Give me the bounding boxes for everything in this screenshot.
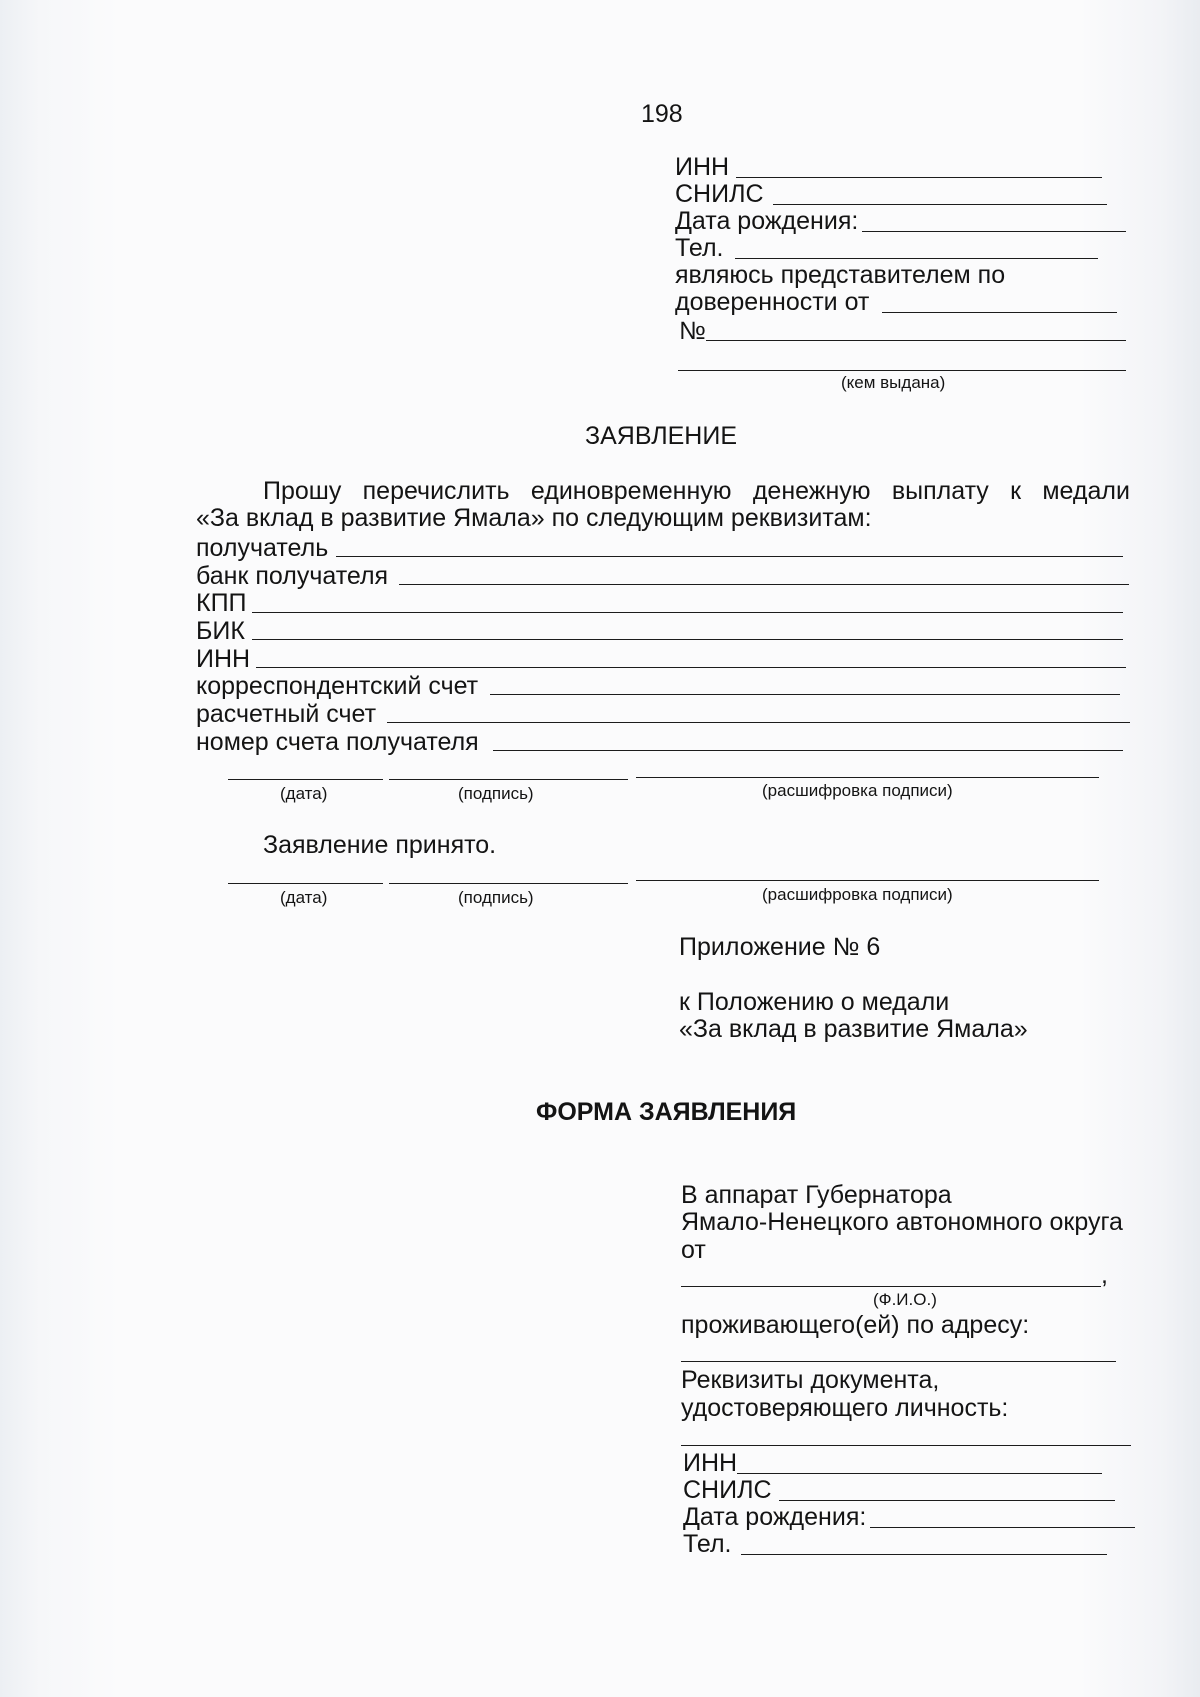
fio-caption: (Ф.И.О.) <box>873 1290 937 1309</box>
corr-account-label: корреспондентский счет <box>196 672 479 700</box>
representative-line-1: являюсь представителем по <box>675 261 1006 289</box>
form-birth-date-blank[interactable] <box>870 1527 1135 1528</box>
phone-label: Тел. <box>675 234 724 262</box>
recipient-account-blank[interactable] <box>493 750 1123 751</box>
date-caption: (дата) <box>280 784 328 803</box>
kpp-label: КПП <box>196 589 247 617</box>
recipient-label: получатель <box>196 534 329 562</box>
bik-label: БИК <box>196 617 245 645</box>
accepted-decoding-blank[interactable] <box>636 880 1099 881</box>
form-inn-label: ИНН <box>683 1449 738 1477</box>
accepted-decoding-caption: (расшифровка подписи) <box>762 885 953 904</box>
corr-account-blank[interactable] <box>490 694 1120 695</box>
residing-label: проживающего(ей) по адресу: <box>681 1311 1030 1339</box>
signature-decoding-blank[interactable] <box>636 777 1099 778</box>
recipient-account-label: номер счета получателя <box>196 728 479 756</box>
accepted-signature-blank[interactable] <box>389 883 628 884</box>
doc-details-line-1: Реквизиты документа, <box>681 1366 940 1394</box>
intro-word: выплату <box>891 477 989 505</box>
form-snils-blank[interactable] <box>779 1500 1115 1501</box>
fio-comma: , <box>1101 1261 1108 1289</box>
kpp-blank[interactable] <box>252 612 1123 613</box>
appendix-ref-line-1: к Положению о медали <box>679 988 950 1016</box>
settlement-account-blank[interactable] <box>387 722 1130 723</box>
form-snils-label: СНИЛС <box>683 1476 772 1504</box>
inn-field-label: ИНН <box>196 645 251 673</box>
accepted-date-blank[interactable] <box>228 883 383 884</box>
date-blank[interactable] <box>228 779 383 780</box>
snils-label: СНИЛС <box>675 180 764 208</box>
doc-details-blank[interactable] <box>681 1445 1131 1446</box>
accepted-date-caption: (дата) <box>280 888 328 907</box>
inn-field-blank[interactable] <box>256 667 1126 668</box>
doc-details-line-2: удостоверяющего личность: <box>681 1394 1009 1422</box>
signature-caption: (подпись) <box>458 784 534 803</box>
bik-blank[interactable] <box>252 639 1123 640</box>
application-intro-line-2: «За вклад в развитие Ямала» по следующим реквизитам: <box>196 504 872 532</box>
intro-word: единовременную <box>530 477 732 505</box>
addressee-line-1: В аппарат Губернатора <box>681 1181 952 1209</box>
appendix-title: Приложение № 6 <box>679 933 881 961</box>
page-number: 198 <box>641 100 683 128</box>
intro-word: медали <box>1042 477 1130 505</box>
form-birth-date-label: Дата рождения: <box>683 1503 867 1531</box>
application-title: ЗАЯВЛЕНИЕ <box>585 422 738 450</box>
form-title: ФОРМА ЗАЯВЛЕНИЯ <box>536 1098 797 1126</box>
fio-blank[interactable] <box>681 1286 1101 1287</box>
from-label: от <box>681 1236 706 1264</box>
issued-by-caption: (кем выдана) <box>841 373 946 392</box>
inn-blank[interactable] <box>736 177 1102 178</box>
issued-by-blank[interactable] <box>678 370 1126 371</box>
signature-blank[interactable] <box>389 779 628 780</box>
number-sign: № <box>679 317 706 345</box>
accepted-signature-caption: (подпись) <box>458 888 534 907</box>
proxy-date-blank[interactable] <box>882 312 1117 313</box>
intro-word: к <box>1010 477 1022 505</box>
birth-date-label: Дата рождения: <box>675 207 859 235</box>
recipient-bank-blank[interactable] <box>399 584 1129 585</box>
addressee-line-2: Ямало-Ненецкого автономного округа <box>681 1208 1123 1236</box>
phone-blank[interactable] <box>735 258 1098 259</box>
form-phone-label: Тел. <box>683 1530 732 1558</box>
snils-blank[interactable] <box>773 204 1107 205</box>
settlement-account-label: расчетный счет <box>196 700 377 728</box>
proxy-number-blank[interactable] <box>706 340 1126 341</box>
form-phone-blank[interactable] <box>741 1554 1107 1555</box>
intro-word: перечислить <box>362 477 510 505</box>
intro-word: Прошу <box>263 477 342 505</box>
representative-line-2: доверенности от <box>675 288 870 316</box>
application-accepted: Заявление принято. <box>263 831 497 859</box>
intro-word: денежную <box>752 477 871 505</box>
address-blank[interactable] <box>681 1361 1116 1362</box>
birth-date-blank[interactable] <box>862 231 1126 232</box>
signature-decoding-caption: (расшифровка подписи) <box>762 781 953 800</box>
recipient-bank-label: банк получателя <box>196 562 389 590</box>
recipient-blank[interactable] <box>336 556 1123 557</box>
application-intro-line-1 <box>263 478 1130 505</box>
form-inn-blank[interactable] <box>737 1473 1102 1474</box>
appendix-ref-line-2: «За вклад в развитие Ямала» <box>679 1015 1028 1043</box>
inn-label: ИНН <box>675 153 730 181</box>
